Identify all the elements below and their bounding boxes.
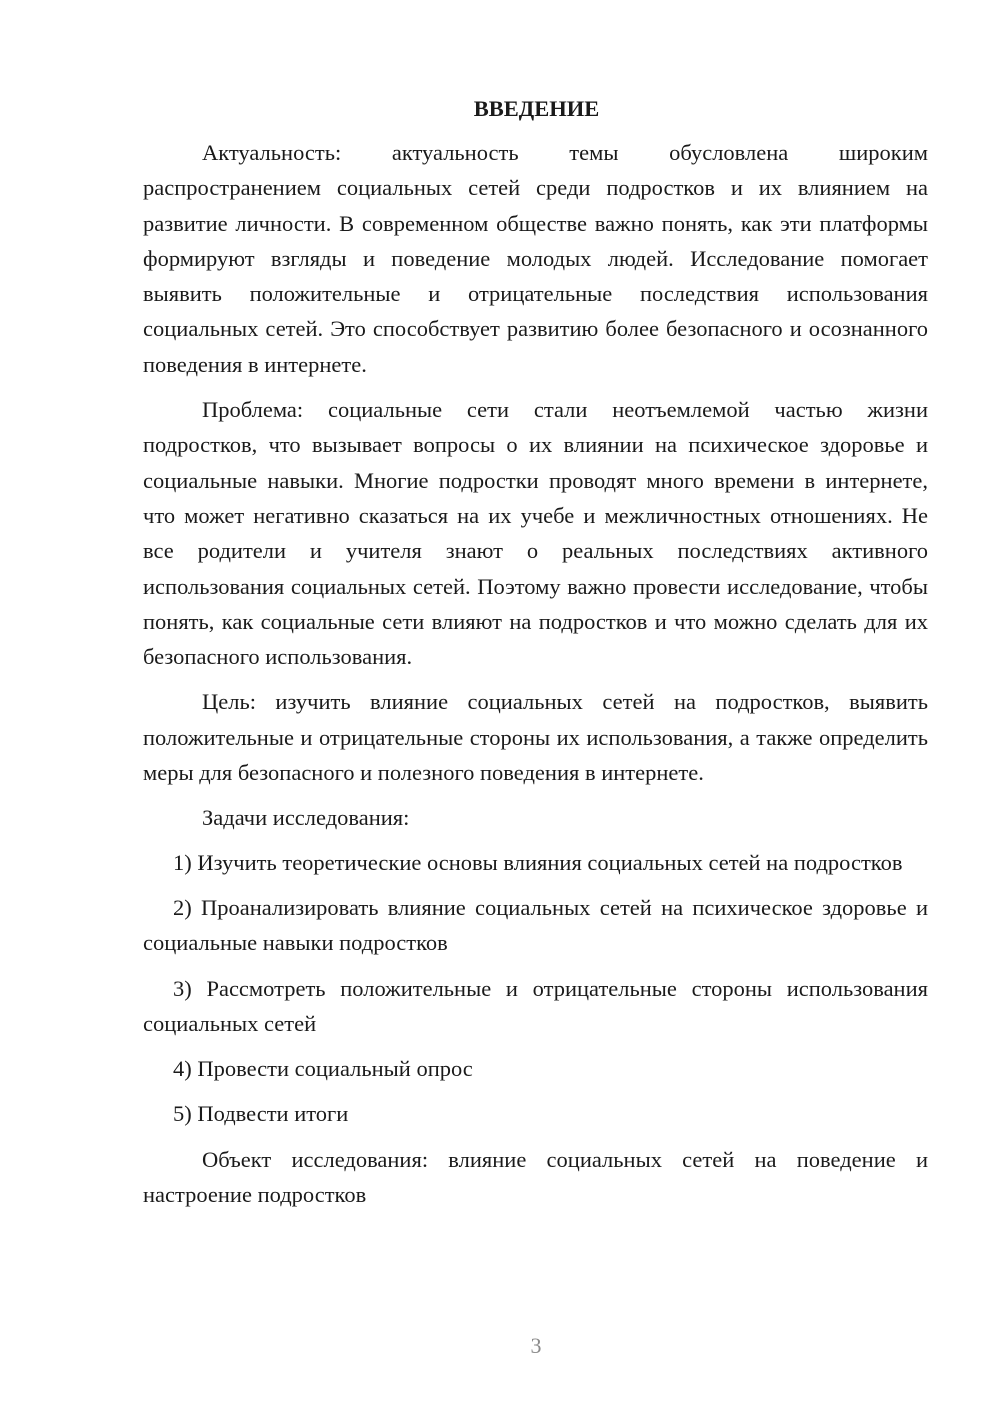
section-title: ВВЕДЕНИЕ — [473, 96, 600, 121]
relevance-paragraph: Актуальность: актуальность темы обусловлена широким распространением социальных сетей среди подростков и их влиянием на развитие личности. В современном обществе важно понять, как эти платформы формируют взгляды и поведение молодых людей. Исследование помогает выявить положительные и отрицательные последствия использования социальных сетей. Это способствует развитию более безопасного и осознанного поведения в интернете. — [143, 140, 928, 377]
tasks-list — [143, 845, 928, 1132]
task-item: 5) Подвести итоги — [173, 1101, 349, 1127]
task-item: 4) Провести социальный опрос — [173, 1056, 473, 1082]
page-content — [143, 91, 928, 1212]
page-number: 3 — [530, 1333, 542, 1358]
problem-paragraph: Проблема: социальные сети стали неотъемлемой частью жизни подростков, что вызывает вопросы о их влиянии на психическое здоровье и социальные навыки. Многие подростки проводят много времени в интернете, что может негативно сказаться на их учебе и межличностных отношениях. Не все родители и учителя знают о реальных последствиях активного использования социальных сетей. Поэтому важно провести исследование, чтобы понять, как социальные сети влияют на подростков и что можно сделать для их безопасного использования. — [143, 397, 928, 670]
task-item: 2) Проанализировать влияние социальных сетей на психическое здоровье и социальные навыки подростков — [143, 894, 928, 956]
tasks-heading: Задачи исследования: — [202, 805, 410, 831]
task-item: 3) Рассмотреть положительные и отрицательные стороны использования социальных сетей — [143, 975, 928, 1036]
research-object-paragraph: Объект исследования: влияние социальных сетей на поведение и настроение подростков — [143, 1146, 928, 1208]
goal-paragraph: Цель: изучить влияние социальных сетей на подростков, выявить положительные и отрицательные стороны их использования, а также определить меры для безопасного и полезного поведения в интернете. — [143, 689, 928, 786]
task-item: 1) Изучить теоретические основы влияния социальных сетей на подростков — [173, 849, 903, 875]
